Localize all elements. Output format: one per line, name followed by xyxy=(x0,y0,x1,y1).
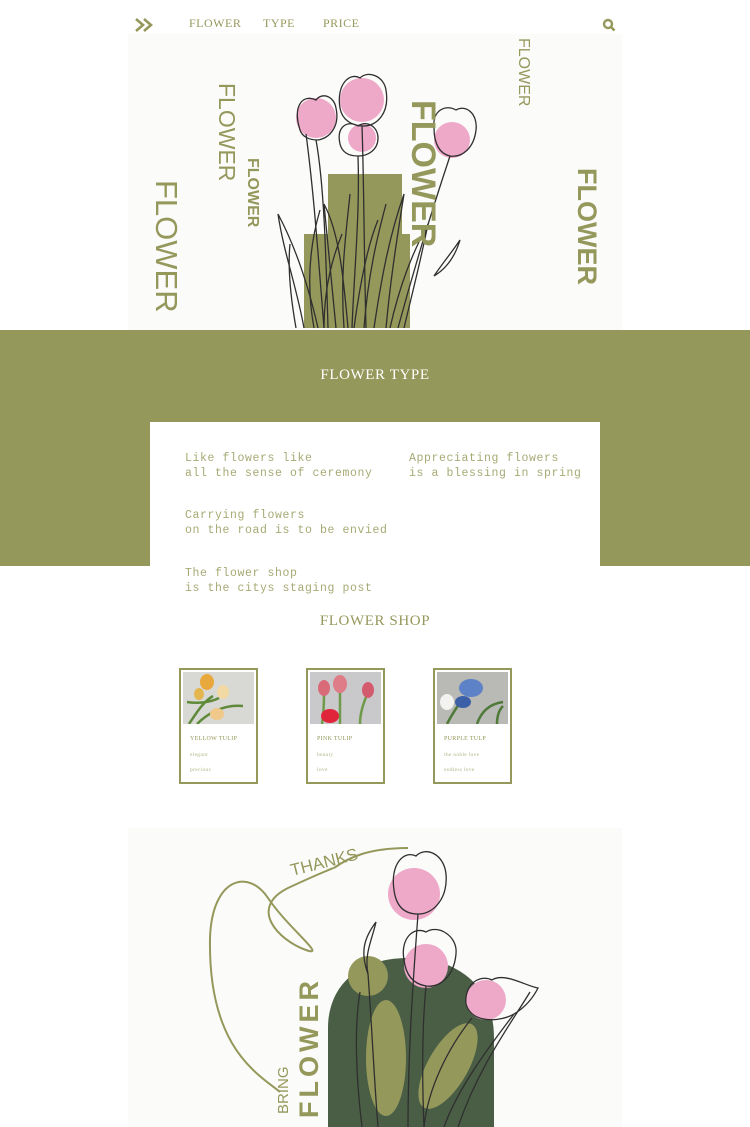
product-desc-1: elegant xyxy=(190,752,208,758)
quote-3 xyxy=(185,508,388,538)
product-desc-1: beauty xyxy=(317,752,334,758)
product-desc-2: endless love xyxy=(444,767,475,773)
yellow-tulip-photo xyxy=(183,672,254,724)
hero-word-1: FLOWER xyxy=(149,180,184,313)
tulip-illustration xyxy=(128,34,622,330)
product-name: PURPLE TULP xyxy=(444,736,487,742)
quote-4 xyxy=(185,566,373,596)
product-desc-2: love xyxy=(317,767,328,773)
hero-word-5: FLOWER xyxy=(515,38,532,107)
pink-tulip-photo xyxy=(310,672,381,724)
quote-4-line1: The flower shop xyxy=(185,567,298,580)
thanks-text: THANKS xyxy=(288,844,360,880)
product-desc-2: precious xyxy=(190,767,212,773)
product-card-yellow-tulip[interactable] xyxy=(179,668,258,784)
purple-tulip-photo xyxy=(437,672,508,724)
hero-word-4: FLOWER xyxy=(404,100,442,248)
footer-illustration xyxy=(128,828,622,1127)
nav-item-type[interactable]: TYPE xyxy=(263,16,295,30)
product-card-pink-tulip[interactable] xyxy=(306,668,385,784)
hero-word-3: FLOWER xyxy=(244,158,261,228)
product-name: YELLOW TULIP xyxy=(190,736,238,742)
quote-2-line2: is a blessing in spring xyxy=(409,467,582,480)
search-icon[interactable] xyxy=(602,18,616,32)
bring-text: BRING xyxy=(275,1066,292,1114)
product-name: PINK TULIP xyxy=(317,736,353,742)
quote-2-line1: Appreciating flowers xyxy=(409,452,560,465)
quote-3-line1: Carrying flowers xyxy=(185,509,306,522)
hero-word-6: FLOWER xyxy=(572,168,602,285)
quote-3-line2: on the road is to be envied xyxy=(185,524,388,537)
hero-word-2: FLOWER xyxy=(214,83,240,182)
product-desc-1: the noble love xyxy=(444,752,480,758)
nav-item-price[interactable]: PRICE xyxy=(323,16,360,30)
footer-banner xyxy=(128,828,622,1127)
quote-2 xyxy=(409,451,582,481)
flower-shop-title: FLOWER SHOP xyxy=(319,613,431,629)
flower-type-title: FLOWER TYPE xyxy=(320,367,430,383)
double-chevron-icon[interactable] xyxy=(134,17,154,33)
quote-1-line1: Like flowers like xyxy=(185,452,313,465)
nav-item-flower[interactable]: FLOWER xyxy=(189,16,242,30)
quote-4-line2: is the citys staging post xyxy=(185,582,373,595)
quote-1-line2: all the sense of ceremony xyxy=(185,467,373,480)
hero-banner xyxy=(128,34,622,330)
quote-1 xyxy=(185,451,373,481)
product-card-purple-tulip[interactable] xyxy=(433,668,512,784)
flower-text: FLOWER xyxy=(294,977,324,1118)
